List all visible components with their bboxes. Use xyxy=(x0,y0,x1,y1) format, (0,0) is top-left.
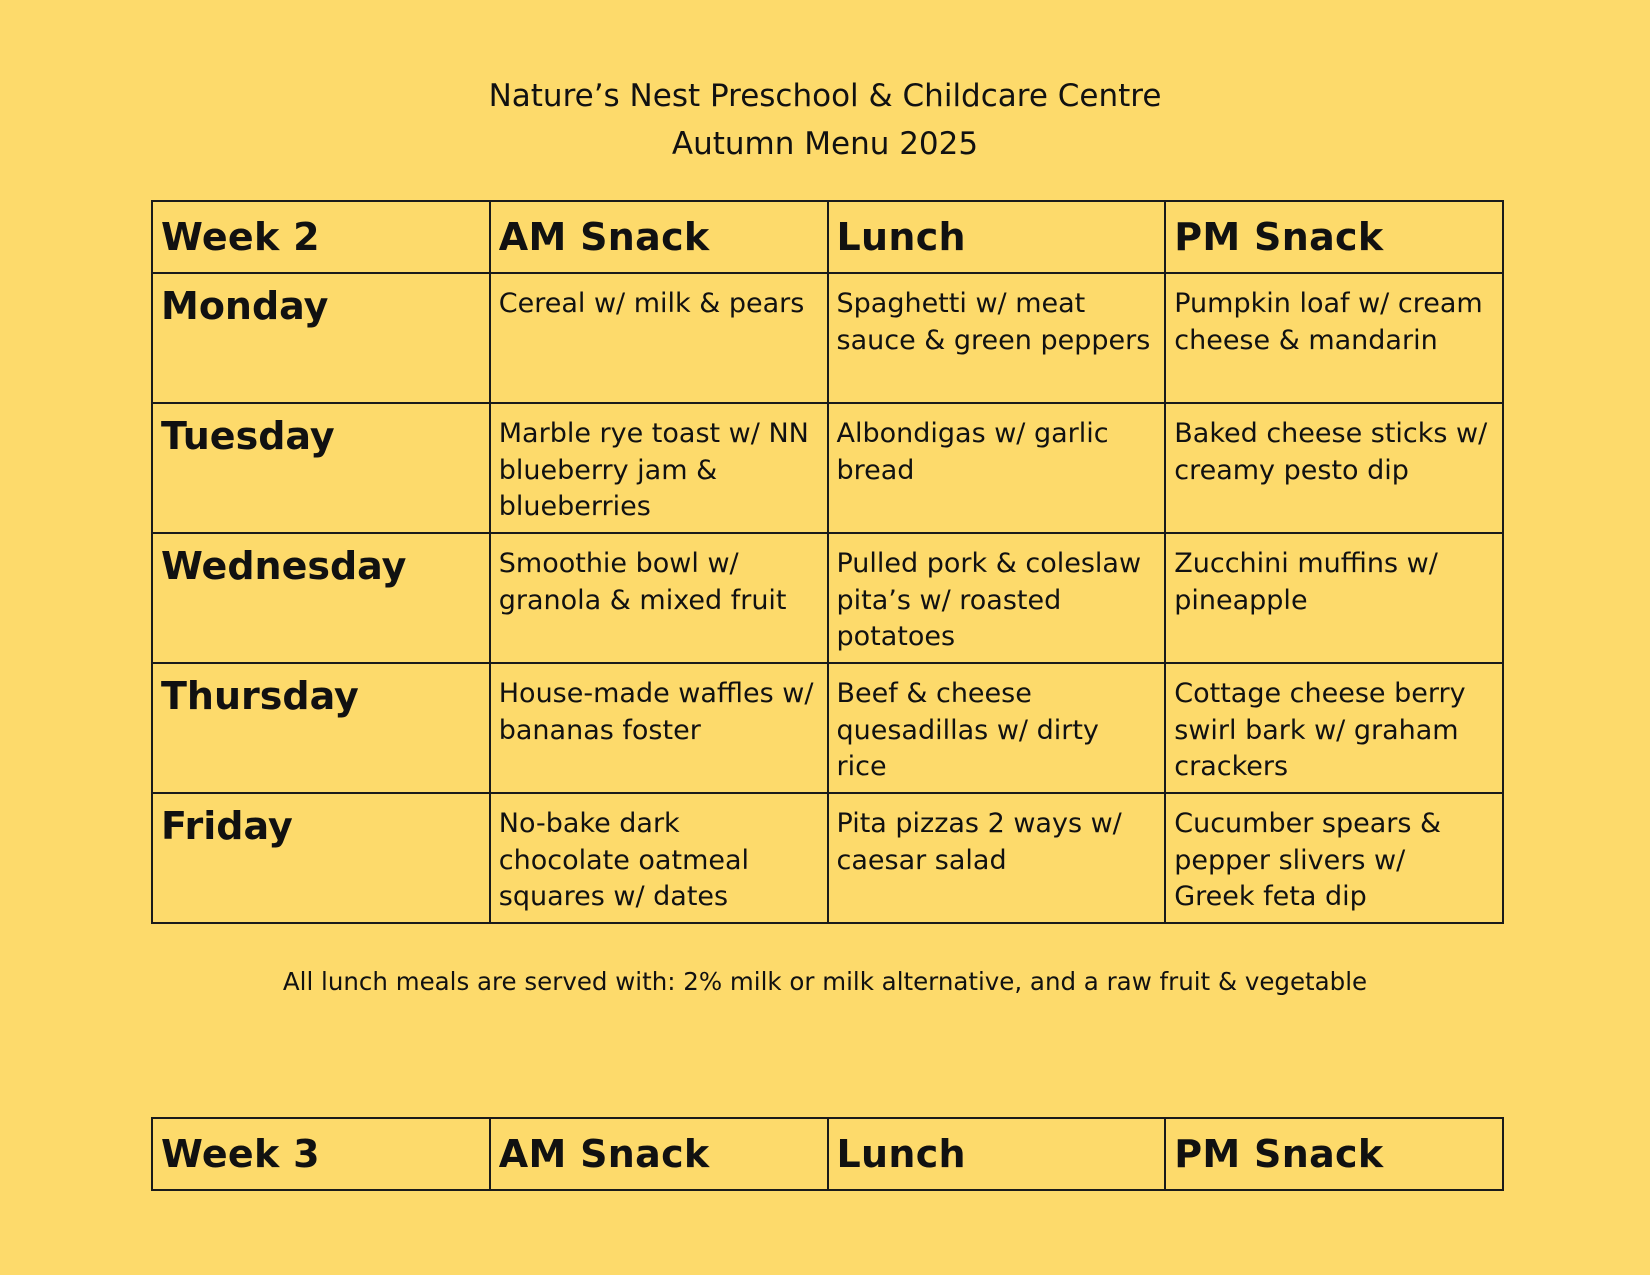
pm-snack-cell: Cottage cheese berry swirl bark w/ graham crackers xyxy=(1165,663,1503,793)
lunch-cell: Spaghetti w/ meat sauce & green peppers xyxy=(828,273,1166,403)
am-snack-cell: Marble rye toast w/ NN blueberry jam & blueberries xyxy=(490,403,828,533)
pm-snack-cell: Cucumber spears & pepper slivers w/ Greek feta dip xyxy=(1165,793,1503,923)
day-label: Thursday xyxy=(152,663,490,793)
week-2-menu-table xyxy=(151,200,1504,924)
table-row xyxy=(152,663,1503,793)
table-row xyxy=(152,403,1503,533)
week-3-menu-table xyxy=(151,1117,1504,1191)
lunch-cell: Pulled pork & coleslaw pita’s w/ roasted potatoes xyxy=(828,533,1166,663)
am-snack-header: AM Snack xyxy=(490,1118,828,1190)
lunch-note: All lunch meals are served with: 2% milk or milk alternative, and a raw fruit & vegetable xyxy=(282,967,1368,996)
am-snack-cell: Smoothie bowl w/ granola & mixed fruit xyxy=(490,533,828,663)
am-snack-cell: Cereal w/ milk & pears xyxy=(490,273,828,403)
am-snack-header: AM Snack xyxy=(490,201,828,273)
lunch-header: Lunch xyxy=(828,1118,1166,1190)
pm-snack-cell: Baked cheese sticks w/ creamy pesto dip xyxy=(1165,403,1503,533)
day-label: Wednesday xyxy=(152,533,490,663)
table-row xyxy=(152,533,1503,663)
pm-snack-header: PM Snack xyxy=(1165,201,1503,273)
lunch-cell: Beef & cheese quesadillas w/ dirty rice xyxy=(828,663,1166,793)
table-row xyxy=(152,273,1503,403)
table-row xyxy=(152,793,1503,923)
am-snack-cell: No-bake dark chocolate oatmeal squares w/ dates xyxy=(490,793,828,923)
menu-title: Autumn Menu 2025 xyxy=(671,126,979,162)
pm-snack-cell: Pumpkin loaf w/ cream cheese & mandarin xyxy=(1165,273,1503,403)
lunch-header: Lunch xyxy=(828,201,1166,273)
table-header-row xyxy=(152,1118,1503,1190)
menu-header xyxy=(0,72,1650,168)
day-label: Monday xyxy=(152,273,490,403)
pm-snack-header: PM Snack xyxy=(1165,1118,1503,1190)
week-label: Week 3 xyxy=(152,1118,490,1190)
am-snack-cell: House-made waffles w/ bananas foster xyxy=(490,663,828,793)
day-label: Friday xyxy=(152,793,490,923)
pm-snack-cell: Zucchini muffins w/ pineapple xyxy=(1165,533,1503,663)
table-header-row xyxy=(152,201,1503,273)
day-label: Tuesday xyxy=(152,403,490,533)
week-label: Week 2 xyxy=(152,201,490,273)
lunch-cell: Albondigas w/ garlic bread xyxy=(828,403,1166,533)
lunch-cell: Pita pizzas 2 ways w/ caesar salad xyxy=(828,793,1166,923)
school-name: Nature’s Nest Preschool & Childcare Centre xyxy=(488,78,1162,114)
